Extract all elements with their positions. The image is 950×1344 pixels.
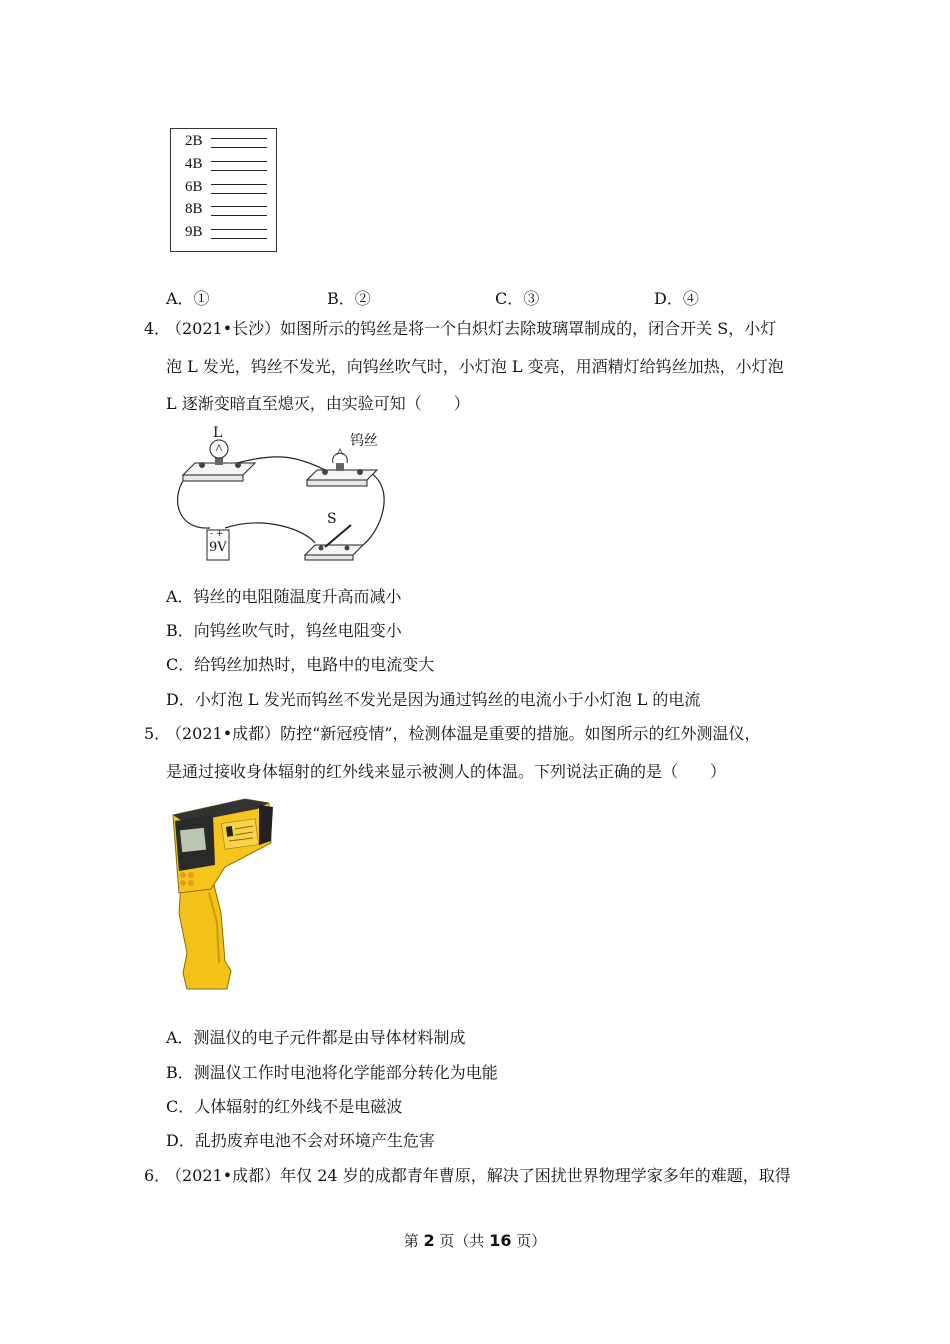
q5-number: 5．	[144, 724, 171, 743]
battery-label: 9V	[209, 540, 227, 555]
q6-number: 6．	[144, 1166, 171, 1185]
pencil-grade-figure	[170, 128, 277, 252]
q5-option-c[interactable]: C．人体辐射的红外线不是电磁波	[166, 1097, 403, 1116]
q3-option-a[interactable]: A．①	[166, 289, 210, 308]
page-total: 16	[489, 1231, 512, 1250]
pencil-row: 9B	[185, 224, 209, 244]
circuit-figure	[165, 425, 395, 565]
q6-stem-line-1: （2021•成都）年仅 24 岁的成都青年曹原，解决了困扰世界物理学家多年的难题，取得	[166, 1166, 791, 1185]
q5-option-b[interactable]: B．测温仪工作时电池将化学能部分转化为电能	[166, 1063, 498, 1082]
filament-label: 钨丝	[350, 433, 378, 449]
q4-option-d[interactable]: D．小灯泡 L 发光而钨丝不发光是因为通过钨丝的电流小于小灯泡 L 的电流	[166, 690, 701, 709]
q4-number: 4．	[144, 319, 171, 338]
q3-option-d[interactable]: D．④	[654, 289, 699, 308]
q5-stem-line-1: （2021•成都）防控“新冠疫情”，检测体温是重要的措施。如图所示的红外测温仪，	[166, 724, 761, 743]
page-number: 2	[423, 1231, 435, 1250]
pencil-row: 2B	[185, 133, 209, 153]
battery-sign: - +	[210, 529, 224, 539]
q4-option-c[interactable]: C．给钨丝加热时，电路中的电流变大	[166, 655, 435, 674]
pencil-row: 6B	[185, 179, 209, 199]
q4-stem-line-3: L 逐渐变暗直至熄灭，由实验可知（ ）	[166, 394, 470, 413]
q4-option-a[interactable]: A．钨丝的电阻随温度升高而减小	[166, 587, 402, 606]
bulb-label: L	[213, 425, 223, 441]
q4-stem-line-1: （2021•长沙）如图所示的钨丝是将一个白炽灯去除玻璃罩制成的，闭合开关 S，小灯	[166, 319, 777, 338]
q5-option-d[interactable]: D．乱扔废弃电池不会对环境产生危害	[166, 1131, 435, 1150]
q3-option-b[interactable]: B．②	[327, 289, 371, 308]
pencil-row: 8B	[185, 201, 209, 221]
q5-stem-line-2: 是通过接收身体辐射的红外线来显示被测人的体温。下列说法正确的是（ ）	[166, 762, 727, 781]
q5-option-a[interactable]: A．测温仪的电子元件都是由导体材料制成	[166, 1028, 466, 1047]
q4-option-b[interactable]: B．向钨丝吹气时，钨丝电阻变小	[166, 621, 402, 640]
switch-label: S	[327, 511, 337, 527]
infrared-thermometer-image	[165, 793, 280, 995]
pencil-row: 4B	[185, 156, 209, 176]
page-footer: 第 2 页（共 16 页）	[403, 1231, 547, 1250]
q4-stem-line-2: 泡 L 发光，钨丝不发光，向钨丝吹气时，小灯泡 L 变亮，用酒精灯给钨丝加热，小灯泡	[166, 357, 784, 376]
q3-option-c[interactable]: C．③	[495, 289, 540, 308]
